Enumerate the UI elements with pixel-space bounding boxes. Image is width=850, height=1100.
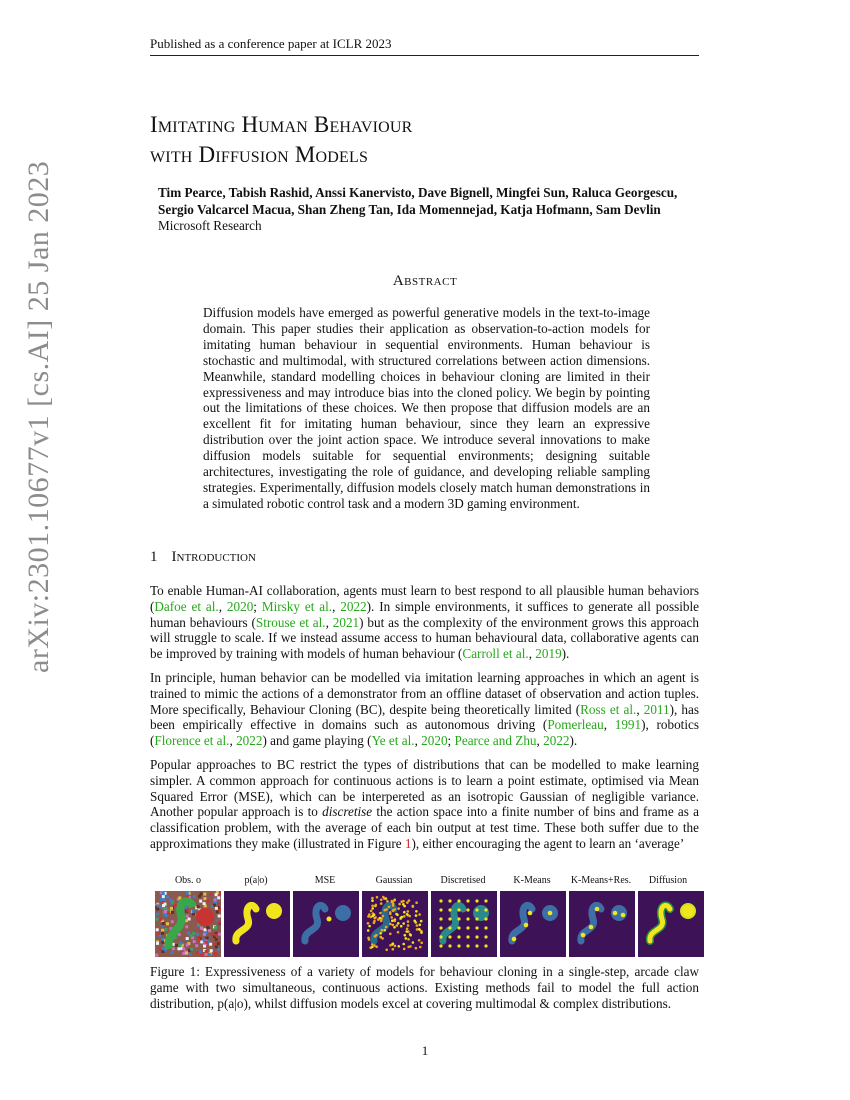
gaussian-sample-dot	[375, 904, 378, 907]
citation-link[interactable]: 2022	[236, 733, 263, 749]
observation-noise-pixel	[178, 896, 181, 899]
observation-noise-pixel	[161, 938, 164, 941]
observation-noise-pixel	[200, 954, 203, 957]
observation-noise-pixel	[217, 942, 220, 945]
discretised-grid	[431, 891, 497, 957]
page-number: 1	[421, 1043, 429, 1058]
gaussian-sample-dot	[397, 922, 400, 925]
discretised-bin-dot	[439, 926, 442, 929]
gaussian-sample-dot	[385, 926, 388, 929]
gaussian-sample-dot	[413, 920, 416, 923]
gaussian-sample-dot	[392, 924, 395, 927]
gaussian-sample-dot	[415, 914, 418, 917]
observation-noise-pixel	[215, 945, 218, 948]
discretised-bin-dot	[484, 926, 487, 929]
discretised-bin-dot	[448, 935, 451, 938]
observation-noise-pixel	[204, 928, 207, 931]
gaussian-sample-dot	[367, 915, 370, 918]
gaussian-sample-dot	[367, 922, 370, 925]
observation-noise-pixel	[161, 932, 164, 935]
observation-noise-pixel	[171, 920, 174, 923]
discretised-bin-dot	[439, 944, 442, 947]
observation-noise-pixel	[211, 933, 214, 936]
paper-title	[150, 110, 710, 170]
discretised-bin-dot	[457, 908, 460, 911]
gaussian-sample-dot	[383, 929, 386, 932]
kmeans-panel	[500, 891, 566, 957]
panel-label: Gaussian	[375, 875, 413, 886]
discretised-bin-dot	[448, 926, 451, 929]
gaussian-panel	[362, 891, 428, 957]
observation-noise-pixel	[203, 945, 206, 948]
observation-noise-pixel	[164, 903, 167, 906]
observation-noise-pixel	[164, 928, 167, 931]
gaussian-sample-dot	[418, 928, 421, 931]
discretised-bin-dot	[457, 944, 460, 947]
gaussian-sample-dot	[379, 936, 382, 939]
gaussian-sample-dot	[405, 930, 408, 933]
discretised-bin-dot	[484, 944, 487, 947]
gaussian-sample-dot	[375, 945, 378, 948]
discretised-bin-dot	[466, 899, 469, 902]
gaussian-sample-dot	[389, 933, 392, 936]
discretised-bin-dot	[448, 908, 451, 911]
observation-noise-pixel	[186, 944, 189, 947]
discretised-bin-dot	[448, 944, 451, 947]
observation-noise-pixel	[157, 905, 160, 908]
gaussian-sample-dot	[379, 932, 382, 935]
observation-noise-pixel	[214, 926, 217, 929]
discretised-bin-dot	[466, 935, 469, 938]
observation-noise-pixel	[203, 897, 206, 900]
discretised-bin-dot	[457, 935, 460, 938]
observation-noise-pixel	[190, 948, 193, 951]
citation-link[interactable]: Strouse et al.	[255, 614, 326, 630]
discretised-bin-dot	[475, 917, 478, 920]
gaussian-sample-dot	[407, 938, 410, 941]
observation-noise-pixel	[196, 951, 199, 954]
observation-noise-pixel	[218, 915, 221, 918]
observation-noise-pixel	[213, 904, 216, 907]
discretised-bin-dot	[475, 899, 478, 902]
gaussian-sample-dot	[385, 949, 388, 952]
observation-noise-pixel	[157, 932, 160, 935]
observation-noise-pixel	[186, 909, 189, 912]
section-title: Introduction	[171, 549, 256, 565]
observation-noise-pixel	[166, 922, 169, 925]
observation-noise-pixel	[171, 911, 174, 914]
abstract-text: Diffusion models have emerged as powerful generative models in the text-to-image domain. This paper studies their application as observation-to-action models for imitating human behaviour in sequential environments. Human behaviour is stochastic and multimodal, with structured correlations between action dimensions. Meanwhile, standard modelling choices in behaviour cloning are limited in their expressiveness and may introduce bias into the cloned policy. We begin by pointing out the limitations of these choices. We then propose that diffusion models are an excellent fit for imitating human behaviour, since they learn an expressive distribution over the joint action space. We introduce several innovations to make diffusion models suitable for sequential environments; designing suitable architectures, investigating the role of guidance, and developing reliable sampling strategies. Experimentally, diffusion models closely match human demonstrations in a simulated robotic control task and a modern 3D gaming environment.	[203, 305, 650, 511]
observation-panel	[155, 891, 221, 957]
gaussian-sample-dot	[385, 897, 388, 900]
gaussian-sample-dot	[393, 926, 396, 929]
observation-noise-pixel	[208, 929, 211, 932]
gaussian-sample-dot	[389, 913, 392, 916]
gaussian-sample-dot	[403, 911, 406, 914]
gaussian-sample-dot	[379, 917, 382, 920]
gaussian-sample-dot	[397, 931, 400, 934]
observation-noise-pixel	[206, 900, 209, 903]
author-list	[158, 185, 718, 218]
citation-link[interactable]: 1991	[614, 717, 642, 733]
gaussian-sample-dot	[382, 915, 385, 918]
gaussian-sample-dot	[418, 913, 421, 916]
discretised-bin-dot	[457, 926, 460, 929]
gaussian-sample-dot	[416, 924, 419, 927]
discretised-bin-dot	[457, 917, 460, 920]
observation-noise-pixel	[175, 944, 178, 947]
gaussian-sample-dot	[403, 915, 406, 918]
figure-caption: Figure 1: Expressiveness of a variety of models for behaviour cloning in a single-step, arcade claw game with two simultaneous, continuous actions. Existing methods fail to model the full action distribution, p(a|o), whilst diffusion models excel at covering multimodal & complex distributions.	[150, 964, 699, 1011]
discretised-bin-dot	[484, 917, 487, 920]
gaussian-sample-dot	[392, 942, 395, 945]
observation-noise-pixel	[205, 950, 208, 953]
citation-link[interactable]: Ye et al.	[371, 733, 415, 749]
observation-noise-pixel	[171, 951, 174, 954]
citation-link[interactable]: Florence et al.	[154, 733, 230, 749]
discretised-bin-dot	[466, 908, 469, 911]
discretised-bin-dot	[466, 926, 469, 929]
observation-noise-pixel	[170, 907, 173, 910]
observation-noise-pixel	[215, 938, 218, 941]
observation-noise-pixel	[203, 893, 206, 896]
observation-noise-pixel	[191, 910, 194, 913]
gaussian-sample-dot	[415, 901, 418, 904]
gaussian-sample-dot	[380, 899, 383, 902]
observation-noise-pixel	[156, 913, 159, 916]
title-line-2: with Diffusion Models	[150, 142, 369, 167]
observation-noise-pixel	[200, 927, 203, 930]
gaussian-sample-dot	[402, 922, 405, 925]
intro-paragraph-3: Popular approaches to BC restrict the types of distributions that can be modelled to make learning simpler. A common approach for continuous actions is to learn a point estimate, optimised via Mean Squared Error (MSE), which can be interpereted as an isotropic Gaussian of negligible variance. Another popular approach is to discretise the action space into a finite number of bins and frame as a classification problem, with the average of each bin output at test time. These both suffer due to the approximations they make (illustrated in Figure 1), either encouraging the agent to learn an ‘average’	[150, 757, 699, 851]
gaussian-sample-dot	[374, 916, 377, 919]
gaussian-sample-dot	[371, 897, 374, 900]
gaussian-sample-dot	[368, 938, 371, 941]
gaussian-sample-dot	[383, 909, 386, 912]
discretised-bin-dot	[475, 944, 478, 947]
discretised-bin-dot	[484, 899, 487, 902]
gaussian-sample-dot	[392, 948, 395, 951]
gaussian-sample-dot	[398, 903, 401, 906]
gaussian-sample-dot	[381, 929, 384, 932]
observation-noise-pixel	[215, 893, 218, 896]
diffusion-panel	[638, 891, 704, 957]
observation-noise-pixel	[166, 896, 169, 899]
gaussian-sample-dot	[391, 919, 394, 922]
discretised-bin-dot	[475, 935, 478, 938]
gaussian-sample-dot	[371, 907, 374, 910]
observation-noise-pixel	[156, 908, 159, 911]
gaussian-sample-dot	[392, 904, 395, 907]
citation-link[interactable]: Pearce and Zhu	[454, 733, 537, 749]
gaussian-sample-dot	[371, 905, 374, 908]
figure-reference-link[interactable]: 1	[404, 835, 412, 851]
observation-noise-pixel	[219, 892, 221, 895]
authors-line-2: Sergio Valcarcel Macua, Shan Zheng Tan, Ida Momennejad, Katja Hofmann, Sam Devlin	[158, 201, 661, 217]
gaussian-sample-dot	[404, 934, 407, 937]
title-line-1: Imitating Human Behaviour	[150, 112, 413, 137]
gaussian-sample-dot	[394, 920, 397, 923]
gaussian-sample-dot	[412, 941, 415, 944]
discretised-bin-dot	[439, 935, 442, 938]
gaussian-sample-dot	[391, 900, 394, 903]
gaussian-sample-dot	[400, 925, 403, 928]
citation-link[interactable]: 2022	[543, 733, 570, 749]
observation-noise-pixel	[217, 896, 220, 899]
observation-noise-pixel	[164, 910, 167, 913]
affiliation: Microsoft Research	[158, 218, 262, 233]
gaussian-sample-dot	[390, 916, 393, 919]
gaussian-sample-dot	[380, 920, 383, 923]
gaussian-sample-dot	[406, 928, 409, 931]
gaussian-sample-dot	[379, 912, 382, 915]
section-number: 1	[150, 549, 158, 565]
intro-paragraph-2: In principle, human behavior can be modelled via imitation learning approaches in which an agent is trained to mimic the actions of a demonstrator from an offline dataset of observation and action tuples. More specifically, Behaviour Cloning (BC), despite being theoretically limited (Ross et al., 2011), has been empirically effective in domains such as autonomous driving (Pomerleau, 1991), robotics (Florence et al., 2022) and game playing (Ye et al., 2020; Pearce and Zhu, 2022).	[150, 670, 699, 749]
gaussian-sample-dot	[398, 945, 401, 948]
panel-label: p(a|o)	[244, 875, 268, 886]
gaussian-sample-dot	[420, 931, 423, 934]
observation-noise-pixel	[217, 902, 220, 905]
observation-noise-pixel	[167, 911, 170, 914]
gaussian-sample-dot	[405, 937, 408, 940]
gaussian-sample-dot	[401, 916, 404, 919]
gaussian-sample-dot	[407, 946, 410, 949]
observation-noise-pixel	[161, 941, 164, 944]
citation-link[interactable]: 2011	[643, 701, 670, 717]
gaussian-sample-dot	[412, 905, 415, 908]
panel-label: Discretised	[440, 875, 486, 886]
observation-noise-pixel	[197, 905, 200, 908]
observation-noise-pixel	[162, 922, 165, 925]
observation-noise-pixel	[195, 944, 198, 947]
observation-noise-pixel	[215, 907, 218, 910]
gaussian-sample-dot	[420, 942, 423, 945]
observation-noise-pixel	[218, 921, 221, 924]
observation-noise-pixel	[208, 953, 211, 956]
gaussian-sample-dot	[386, 900, 389, 903]
gaussian-sample-dot	[382, 896, 385, 899]
citation-link[interactable]: 2020	[421, 733, 448, 749]
discretised-bin-dot	[484, 935, 487, 938]
observation-noise-pixel	[178, 944, 181, 947]
gaussian-sample-dot	[371, 946, 374, 949]
gaussian-sample-dot	[403, 948, 406, 951]
gaussian-sample-dot	[393, 899, 396, 902]
gaussian-sample-dot	[396, 924, 399, 927]
observation-noise-pixel	[193, 895, 196, 898]
observation-noise-pixel	[156, 928, 159, 931]
observation-noise-pixel	[161, 929, 164, 932]
gaussian-sample-dot	[392, 909, 395, 912]
discretised-bin-dot	[439, 917, 442, 920]
observation-noise-pixel	[174, 904, 177, 907]
observation-noise-pixel	[163, 899, 166, 902]
citation-link[interactable]: Pomerleau	[547, 717, 604, 733]
panel-label: K-Means+Res.	[570, 875, 632, 886]
gaussian-sample-dot	[402, 943, 405, 946]
gaussian-sample-dot	[419, 946, 422, 949]
gaussian-sample-dot	[419, 924, 422, 927]
observation-noise-pixel	[156, 942, 159, 945]
observation-noise-pixel	[185, 952, 188, 955]
conference-header: Published as a conference paper at ICLR 2023	[150, 36, 699, 56]
gaussian-sample-dot	[389, 923, 392, 926]
gaussian-sample-dot	[367, 929, 370, 932]
observation-noise-pixel	[177, 947, 180, 950]
gaussian-sample-dot	[416, 928, 419, 931]
gaussian-sample-dot	[397, 907, 400, 910]
observation-noise-pixel	[206, 926, 209, 929]
panel-label: MSE	[314, 875, 336, 886]
citation-link[interactable]: Carroll et al.	[462, 646, 529, 662]
discretised-bin-dot	[475, 926, 478, 929]
citation-link[interactable]: Ross et al.	[580, 701, 637, 717]
observation-noise-pixel	[165, 914, 168, 917]
observation-noise-pixel	[203, 902, 206, 905]
observation-noise-pixel	[200, 892, 203, 895]
observation-noise-pixel	[189, 953, 192, 956]
observation-noise-pixel	[196, 933, 199, 936]
citation-link[interactable]: 2019	[535, 646, 562, 662]
gaussian-sample-dot	[376, 896, 379, 899]
observation-noise-pixel	[192, 913, 195, 916]
observation-noise-pixel	[156, 918, 159, 921]
observation-noise-pixel	[188, 918, 191, 921]
gaussian-sample-dot	[389, 944, 392, 947]
panel-label: Diffusion	[648, 875, 688, 886]
observation-noise-pixel	[203, 933, 206, 936]
section-heading	[150, 549, 256, 566]
gaussian-sample-dot	[403, 905, 406, 908]
observation-noise-pixel	[159, 918, 162, 921]
observation-noise-pixel	[186, 915, 189, 918]
observation-noise-pixel	[199, 900, 202, 903]
gaussian-sample-dot	[407, 910, 410, 913]
gaussian-sample-dot	[394, 945, 397, 948]
discretised-bin-dot	[448, 917, 451, 920]
gaussian-sample-dot	[371, 899, 374, 902]
gaussian-sample-dot	[420, 920, 423, 923]
observation-noise-pixel	[186, 937, 189, 940]
observation-noise-pixel	[158, 947, 161, 950]
abstract-heading: Abstract	[392, 273, 458, 289]
observation-noise-pixel	[155, 954, 158, 957]
observation-noise-pixel	[205, 953, 208, 956]
gaussian-sample-dot	[418, 939, 421, 942]
gaussian-sample-dot	[373, 922, 376, 925]
arxiv-identifier: arXiv:2301.10677v1 [cs.AI] 25 Jan 2023	[22, 160, 55, 673]
gaussian-sample-dot	[368, 925, 371, 928]
observation-noise-pixel	[162, 892, 165, 895]
observation-noise-pixel	[206, 937, 209, 940]
gaussian-sample-dot	[380, 902, 383, 905]
observation-noise-pixel	[193, 940, 196, 943]
gaussian-sample-dot	[407, 920, 410, 923]
gaussian-sample-dot	[374, 935, 377, 938]
observation-noise-pixel	[218, 933, 221, 936]
observation-noise-pixel	[182, 952, 185, 955]
mse-panel	[293, 891, 359, 957]
observation-noise-pixel	[169, 899, 172, 902]
observation-noise-pixel	[217, 948, 220, 951]
gaussian-sample-dot	[388, 906, 391, 909]
citation-link[interactable]: 2021	[332, 614, 360, 630]
observation-noise-pixel	[209, 893, 212, 896]
observation-noise-pixel	[215, 934, 218, 937]
observation-noise-pixel	[213, 942, 216, 945]
gaussian-sample-dot	[407, 924, 410, 927]
observation-noise-pixel	[182, 947, 185, 950]
panel-label: Obs. o	[174, 875, 202, 886]
gaussian-sample-dot	[406, 913, 409, 916]
discretised-bin-dot	[475, 908, 478, 911]
kmeans-res-panel	[569, 891, 635, 957]
gaussian-sample-dot	[373, 913, 376, 916]
observation-noise-pixel	[187, 932, 190, 935]
discretised-bin-dot	[466, 917, 469, 920]
observation-noise-pixel	[197, 938, 200, 941]
observation-noise-pixel	[214, 952, 217, 955]
gaussian-sample-dot	[400, 900, 403, 903]
observation-noise-pixel	[210, 949, 213, 952]
observation-noise-pixel	[162, 895, 165, 898]
gaussian-sample-dot	[408, 899, 411, 902]
authors-line-1: Tim Pearce, Tabish Rashid, Anssi Kanervisto, Dave Bignell, Mingfei Sun, Raluca Georgescu,	[158, 185, 678, 200]
observation-noise-pixel	[185, 925, 188, 928]
gaussian-sample-dot	[415, 910, 418, 913]
observation-noise-pixel	[209, 943, 212, 946]
intro-paragraph-1: To enable Human-AI collaboration, agents must learn to best respond to all plausible human behaviors (Dafoe et al., 2020; Mirsky et al., 2022). In simple environments, it suffices to generate all possible human behaviours (Strouse et al., 2021) but as the complexity of the environment grows this approach will struggle to scale. If we instead assume access to human behavioural data, collaborative agents can be improved by training with models of human behaviour (Carroll et al., 2019).	[150, 583, 699, 662]
gaussian-sample-dot	[409, 933, 412, 936]
panel-label: K-Means	[513, 875, 551, 886]
observation-image	[155, 891, 221, 957]
gaussian-scatter	[362, 891, 428, 957]
observation-noise-pixel	[214, 899, 217, 902]
discretised-bin-dot	[484, 908, 487, 911]
gaussian-sample-dot	[395, 913, 398, 916]
citation-link[interactable]: 2022	[340, 598, 367, 614]
citation-link[interactable]: 2020	[226, 598, 254, 614]
discretised-bin-dot	[457, 899, 460, 902]
gaussian-sample-dot	[415, 947, 418, 950]
discretised-bin-dot	[466, 944, 469, 947]
discretised-panel	[431, 891, 497, 957]
discretised-bin-dot	[448, 899, 451, 902]
gaussian-sample-dot	[370, 910, 373, 913]
observation-noise-pixel	[160, 898, 163, 901]
observation-noise-pixel	[186, 892, 189, 895]
discretised-bin-dot	[439, 908, 442, 911]
citation-link[interactable]: Mirsky et al.	[261, 598, 333, 614]
figure-1	[155, 875, 700, 960]
citation-link[interactable]: Dafoe et al.	[154, 598, 219, 614]
discretised-bin-dot	[439, 899, 442, 902]
true-distribution-panel	[224, 891, 290, 957]
gaussian-sample-dot	[371, 943, 374, 946]
observation-noise-pixel	[190, 934, 193, 937]
observation-noise-pixel	[205, 941, 208, 944]
